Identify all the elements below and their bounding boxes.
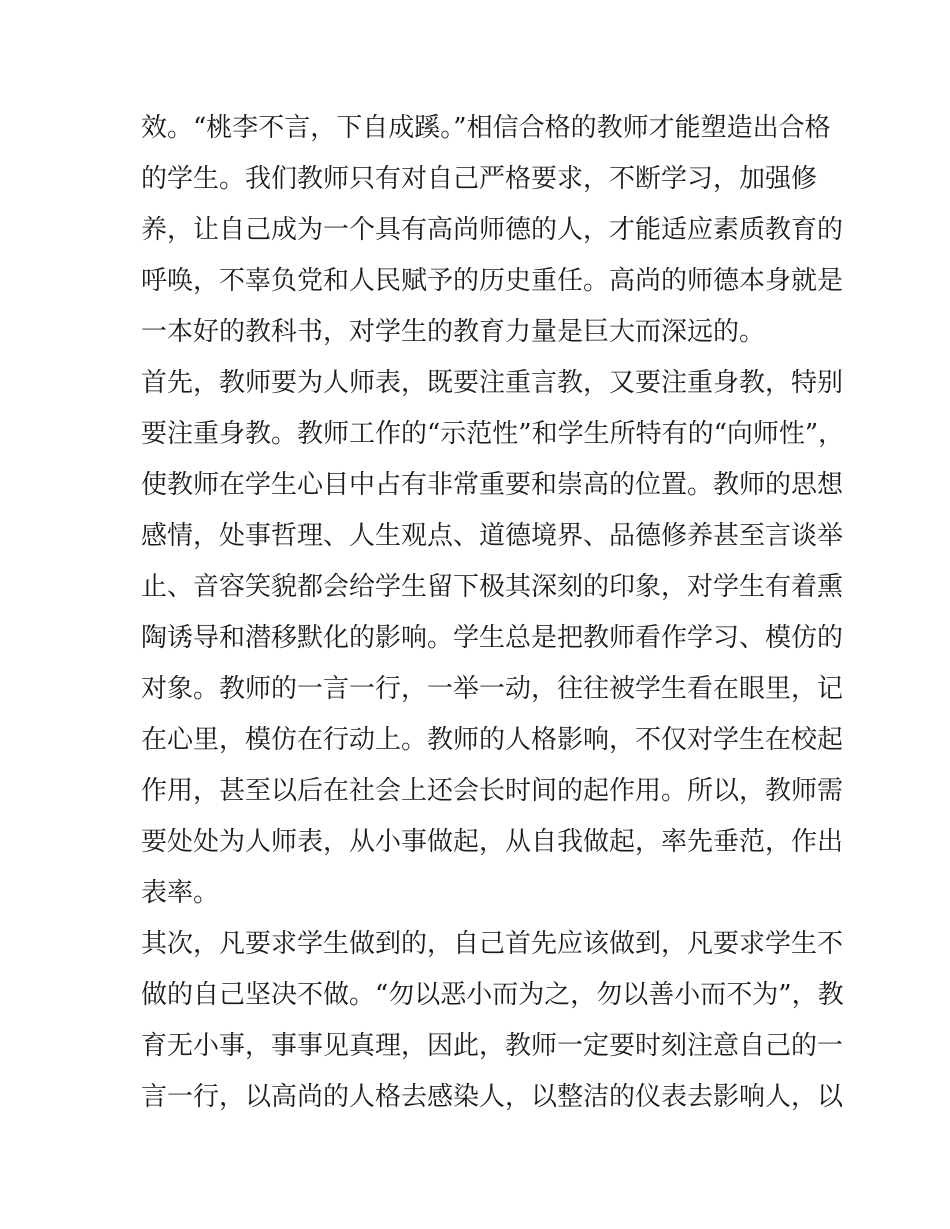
text-line: 表率。 [141, 878, 220, 908]
paragraph-second [141, 919, 844, 1123]
text-line: 首先，教师要为人师表，既要注重言教，又要注重身教，特别 [141, 368, 844, 398]
text-line: 做的自己坚决不做。“勿以恶小而为之，勿以善小而不为”，教 [141, 980, 844, 1010]
text-line: 的学生。我们教师只有对自己严格要求，不断学习，加强修 [141, 164, 818, 194]
text-line: 作用，甚至以后在社会上还会长时间的起作用。所以，教师需 [141, 776, 844, 806]
text-line: 效。“桃李不言，下自成蹊。”相信合格的教师才能塑造出合格 [141, 113, 831, 143]
text-line: 其次，凡要求学生做到的，自己首先应该做到，凡要求学生不 [141, 929, 844, 959]
paragraph-first [141, 358, 845, 919]
text-line: 一本好的教科书，对学生的教育力量是巨大而深远的。 [141, 317, 766, 347]
text-line: 陶诱导和潜移默化的影响。学生总是把教师看作学习、模仿的 [141, 623, 844, 653]
paragraph-intro [141, 103, 844, 358]
text-line: 言一行，以高尚的人格去感染人，以整洁的仪表去影响人，以 [141, 1082, 844, 1112]
text-line: 呼唤，不辜负党和人民赋予的历史重任。高尚的师德本身就是 [141, 266, 844, 296]
text-line: 要注重身教。教师工作的“示范性”和学生所特有的“向师性”， [141, 419, 845, 449]
body-text [141, 103, 845, 1123]
text-line: 感情，处事哲理、人生观点、道德境界、品德修养甚至言谈举 [141, 521, 844, 551]
text-line: 对象。教师的一言一行，一举一动，往往被学生看在眼里，记 [141, 674, 844, 704]
text-line: 止、音容笑貌都会给学生留下极其深刻的印象，对学生有着熏 [141, 572, 844, 602]
text-line: 养，让自己成为一个具有高尚师德的人，才能适应素质教育的 [141, 215, 844, 245]
text-line: 要处处为人师表，从小事做起，从自我做起，率先垂范，作出 [141, 827, 844, 857]
text-line: 在心里，模仿在行动上。教师的人格影响，不仅对学生在校起 [141, 725, 844, 755]
text-line: 使教师在学生心目中占有非常重要和崇高的位置。教师的思想 [141, 470, 844, 500]
text-line: 育无小事，事事见真理，因此，教师一定要时刻注意自己的一 [141, 1031, 844, 1061]
